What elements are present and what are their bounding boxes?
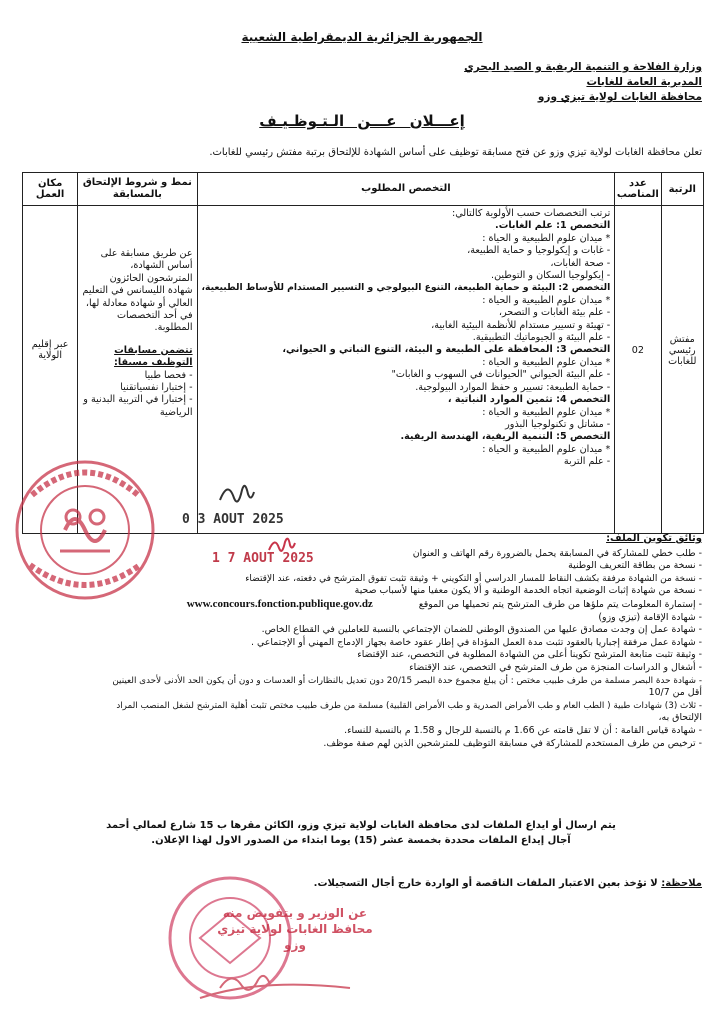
spec-line: - علم التربة xyxy=(563,456,611,468)
header-count: عدد المناصب xyxy=(615,173,661,206)
ministry-line-1: وزارة الفلاحة و التنمية الريفية و الصيد البحري xyxy=(464,61,702,73)
spec-line: - غابات و إيكولوجيا و حماية الطبيعة، xyxy=(467,245,611,257)
conditions-test-item: - فحصا طبيا xyxy=(144,369,193,381)
header-place: مكان العمل xyxy=(23,173,78,206)
ministry-line-3: محافظة الغابات لولاية تيزي وزو xyxy=(537,91,702,103)
document-item: - شهادة عمل مرفقة إجباريا بالعقود تثبت مدة العمل المؤداة في إطار عقود خاصة بجهاز الإدماج المهني أو الإجتماعي . xyxy=(251,636,702,648)
document-item-form xyxy=(20,598,702,612)
date-stamp-registered: 1 7 AOUT 2025 xyxy=(212,551,314,566)
document-item-text: - إستمارة المعلومات يتم ملؤها من طرف المترشح يتم تحميلها من الموقع xyxy=(418,598,702,610)
republic-title: الجمهورية الجزائرية الديمقراطية الشعبية xyxy=(241,30,483,44)
document-item: - وثيقة تثبت متابعة المترشح تكوينا أعلى من الشهادة المطلوبة في التخصص، عند الإقتضاء xyxy=(357,649,702,661)
document-item: - ترخيص من طرف المستخدم للمشاركة في مسابقة التوظيف للمترشحين الذين لهم صفة موظف. xyxy=(323,737,702,749)
document-item: - شهادة الإقامة (تيزي وزو) xyxy=(598,611,702,623)
note xyxy=(314,878,702,889)
document-item: - طلب خطي للمشاركة في المسابقة يحمل بالضرورة رقم الهاتف و العنوان xyxy=(412,547,702,559)
submission-info xyxy=(20,818,702,848)
submission-line: يتم ارسال أو ايداع الملفات لدى محافظة الغابات لولاية تيزي وزو، الكائن مقرها ب 15 شارع لعمالي أحمد xyxy=(106,820,616,831)
document-item: أقل من 10/7 xyxy=(648,687,702,699)
spec-line: ترتب التخصصات حسب الأولوية كالتالي: xyxy=(451,208,611,219)
spec-line: - صحة الغابات، xyxy=(550,257,611,269)
documents-title: وثائق تكوين الملف: xyxy=(606,533,702,544)
spec-line: - تهيئة و تسيير مستدام للأنظمة البيئية الغابية، xyxy=(431,319,611,331)
document-item: - أشغال و الدراسات المنجزة من طرف المترشح في التخصص، عند الإقتضاء xyxy=(409,661,702,673)
ministry-line-2: المديرية العامة للغابات xyxy=(586,76,702,88)
conditions-tests-title: تتضمن مسابقات التوظيف مسبقا: xyxy=(114,344,193,369)
date-stamp-received: 0 3 AOUT 2025 xyxy=(182,512,284,527)
spec-line: التخصص 3: المحافظة على الطبيعة و البيئة، التنوع النباتي و الحيواني، xyxy=(282,344,611,356)
conditions-text: عن طريق مسابقة على أساس الشهادة، المترشحون الحائزون شهادة الليسانس في التعليم العالي أو شهادة معادلة لها، في أحد التخصصات المطلوبة. xyxy=(82,248,193,334)
document-item: - شهادة عمل إن وجدت مصادق عليها من الصندوق الوطني للضمان الإجتماعي بالنسبة للعاملين في القطاع الخاص. xyxy=(261,624,702,636)
note-label: ملاحظة: xyxy=(661,878,702,889)
spec-line: * ميدان علوم الطبيعية و الحياة : xyxy=(482,406,611,418)
spec-line: التخصص 2: البيئة و حماية الطبيعة، التنوع البيولوجي و التسيير المستدام للأوساط الطبيعية، xyxy=(201,282,611,294)
spec-line: * ميدان علوم الطبيعية و الحياة : xyxy=(482,443,611,455)
note-text: لا تؤخذ بعين الاعتبار الملفات الناقصة أو الواردة خارج أجال التسجيلات. xyxy=(313,878,658,889)
document-item: - شهادة حدة البصر مسلمة من طرف طبيب مختص : أن يبلغ مجموع حدة البصر 20/15 دون تعديل بالنظارات أو العدسات و دون أن يكون الحد الأدنى لأحدى العينين xyxy=(112,675,702,686)
website-link[interactable]: www.concours.fonction.publique.gov.dz xyxy=(186,597,373,610)
document-item: - نسخة من شهادة إثبات الوضعية اتجاه الخدمة الوطنية و ألا يكون معفيا منها لأسباب صحية xyxy=(354,585,702,597)
spec-line: * ميدان علوم الطبيعية و الحياة : xyxy=(482,356,611,368)
spec-line: التخصص 4: تثمين الموارد النباتية ، xyxy=(447,394,611,406)
conditions-test-item: - إختبارا في التربية البدنية و الرياضية xyxy=(83,394,193,418)
header-conditions: نمط و شروط الإلتحاق بالمسابقة xyxy=(78,173,197,206)
place-cell: عبر إقليم الولاية xyxy=(23,206,78,534)
document-item: - نسخة من الشهادة مرفقة بكشف النقاط للمسار الدراسي أو التكويني + وثيقة تثبت تفوق المترشح في دفعته، عند الإقتضاء xyxy=(245,573,702,584)
documents-section xyxy=(20,533,702,750)
document-item: - ثلاث (3) شهادات طبية ( الطب العام و طب الأمراض الصدرية و طب الأمراض القلبية) مسلمة من طرف طبيب مختص تثبت أهلية المترشح لشغل المنصب المراد xyxy=(116,700,702,711)
spec-line: التخصص 1: علم الغابات. xyxy=(495,220,611,232)
conditions-test-item: - إختبارا نفسياتقنيا xyxy=(120,382,193,394)
document-item: الإلتحاق به، xyxy=(658,712,702,724)
signature-stamp-text: عن الوزير و بتفويض منه محافظ الغابات لولاية تيزي وزو xyxy=(217,906,373,952)
spec-line: - مشاتل و تكنولوجيا البذور xyxy=(505,418,611,430)
count-cell: 02 xyxy=(615,206,661,534)
header-spec: التخصص المطلوب xyxy=(197,173,615,206)
signature-mark xyxy=(215,478,265,508)
header-rank: الرتبة xyxy=(661,173,703,206)
spec-line: - علم البيئة و الجيوماتيك التطبيقية. xyxy=(472,332,611,344)
announcement-title: إعـــلان عـــن الـتـوظـيـف xyxy=(259,112,465,130)
ministry-block xyxy=(464,60,702,105)
spec-line: - إيكولوجيا السكان و التوطين. xyxy=(491,270,611,282)
document-item: - نسخة من بطاقة التعريف الوطنية xyxy=(568,560,702,572)
spec-line: التخصص 5: التنمية الريفية، الهندسة الريفية. xyxy=(400,431,611,443)
document-item: - شهادة قياس القامة : أن لا تقل قامته عن 1.66 م بالنسبة للرجال و 1.58 م بالنسبة للنساء. xyxy=(344,724,702,736)
spec-line: - علم البيئة الحيواني "الحيوانات في السهوب و الغابات" xyxy=(391,369,611,381)
rank-cell: مفتش رئيسي للغابات xyxy=(661,206,703,534)
spec-line: - علم بيئة الغابات و التصحر، xyxy=(498,307,611,319)
table-header-row xyxy=(23,173,704,206)
spec-line: - حماية الطبيعة: تسيير و حفظ الموارد البيولوجية. xyxy=(415,381,611,393)
spec-line: * ميدان علوم الطبيعية و الحياة : xyxy=(482,294,611,306)
submission-line: آجال إيداع الملفات محددة بخمسة عشر (15) يوما ابتداء من الصدور الاول لهذا الإعلان. xyxy=(151,835,571,846)
spec-line: * ميدان علوم الطبيعية و الحياة : xyxy=(482,232,611,244)
intro-text: تعلن محافظة الغابات لولاية تيزي وزو عن فتح مسابقة توظيف على أساس الشهادة للإلتحاق برتبة مفتش رئيسي للغابات. xyxy=(209,147,702,158)
